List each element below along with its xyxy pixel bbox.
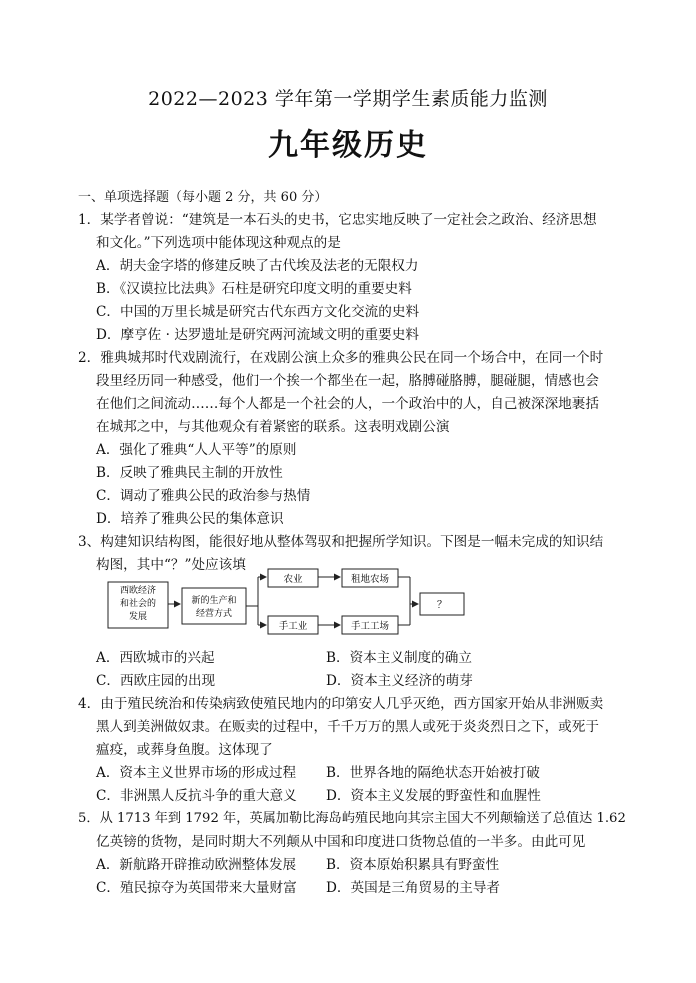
diagram-box-start-line-3: 发展 [128,612,148,622]
q2-stem-line-3: 在他们之间流动……每个人都是一个社会的人，一个政治中的人，自己被深深地裹括 [96,396,599,412]
q5-stem-line-2: 亿英镑的货物，是同时期大不列颠从中国和印度进口货物总值的一半多。由此可见 [96,834,586,850]
section-heading: 一、单项选择题（每小题 2 分，共 60 分） [78,190,328,205]
q4-stem-line-1: 4．由于殖民统治和传染病致使殖民地内的印第安人几乎灭绝，西方国家开始从非洲贩卖 [78,696,604,712]
q2-stem-line-2: 段里经历同一种感受，他们一个挨一个都坐在一起，胳膊碰胳膊，腿碰腿，情感也会 [96,373,599,389]
q1-option-a: A．胡夫金字塔的修建反映了古代埃及法老的无限权力 [96,258,419,274]
q3-stem-line-1: 3、构建知识结构图，能很好地从整体驾驭和把握所学知识。下图是一幅未完成的知识结 [78,534,604,550]
q4-option-c: C．非洲黑人反抗斗争的重大意义 [96,788,297,804]
q5-option-c: C．殖民掠夺为英国带来大量财富 [96,880,297,896]
diagram-box-agriculture-label: 农业 [283,574,303,585]
diagram-box-start-line-2: 和社会的 [119,599,157,609]
q5-option-b: B．资本原始积累具有野蛮性 [326,857,500,873]
exam-title: 2022—2023 学年第一学期学生素质能力监测 [148,88,548,110]
q4-option-a: A．资本主义世界市场的形成过程 [96,765,297,781]
q5-option-a: A．新航路开辟推动欧洲整体发展 [96,857,297,873]
q1-option-c: C．中国的万里长城是研究古代东西方文化交流的史料 [96,304,420,320]
diagram-box-mid-line-2: 经营方式 [195,609,233,619]
q1-stem-line-2: 和文化。”下列选项中能体现这种观点的是 [96,235,341,251]
q3-option-d: D．资本主义经济的萌芽 [326,673,473,689]
q2-option-a: A．强化了雅典“人人平等”的原则 [96,442,297,458]
q3-stem-line-2: 构图，其中“？”处应该填 [96,557,246,573]
q5-stem-line-1: 5．从 1713 年到 1792 年，英属加勒比海岛屿殖民地向其宗主国大不列颠输送了总值达 1.62 [78,811,626,826]
diagram-box-question-label: ？ [437,600,447,611]
q1-option-d: D．摩亨佐 · 达罗遗址是研究两河流域文明的重要史料 [96,327,419,343]
diagram-box-mid-line-1: 新的生产和 [191,596,237,606]
diagram-box-start-line-1: 西欧经济 [119,586,157,596]
diagram-box-craft-label: 手工业 [278,621,308,632]
q4-option-b: B．世界各地的隔绝状态开始被打破 [326,765,540,781]
q2-stem-line-1: 2．雅典城邦时代戏剧流行，在戏剧公演上众多的雅典公民在同一个场合中，在同一个时 [78,350,604,366]
q5-option-d: D．英国是三角贸易的主导者 [326,880,501,896]
diagram-box-workshop-label: 手工工场 [350,621,390,632]
q1-option-b: B．《汉谟拉比法典》石柱是研究印度文明的重要史料 [96,281,412,297]
q4-option-d: D．资本主义发展的野蛮性和血腥性 [326,788,541,804]
q3-option-a: A．西欧城市的兴起 [96,650,215,666]
q2-option-d: D．培养了雅典公民的集体意识 [96,511,284,527]
q3-option-b: B．资本主义制度的确立 [326,650,472,666]
q1-stem-line-1: 1．某学者曾说：“建筑是一本石头的史书，它忠实地反映了一定社会之政治、经济思想 [78,212,597,228]
q4-stem-line-3: 瘟疫，或葬身鱼腹。这体现了 [96,742,273,758]
q4-stem-line-2: 黑人到美洲做奴隶。在贩卖的过程中，千千万万的黑人或死于炎炎烈日之下，或死于 [96,719,599,735]
diagram-box-farm-label: 租地农场 [350,574,390,585]
subject-title: 九年级历史 [268,128,428,163]
knowledge-structure-diagram [100,566,500,638]
q2-stem-line-4: 在城邦之中，与其他观众有着紧密的联系。这表明戏剧公演 [96,419,450,435]
q2-option-b: B．反映了雅典民主制的开放性 [96,465,283,481]
q2-option-c: C．调动了雅典公民的政治参与热情 [96,488,311,504]
q3-option-c: C．西欧庄园的出现 [96,673,216,689]
